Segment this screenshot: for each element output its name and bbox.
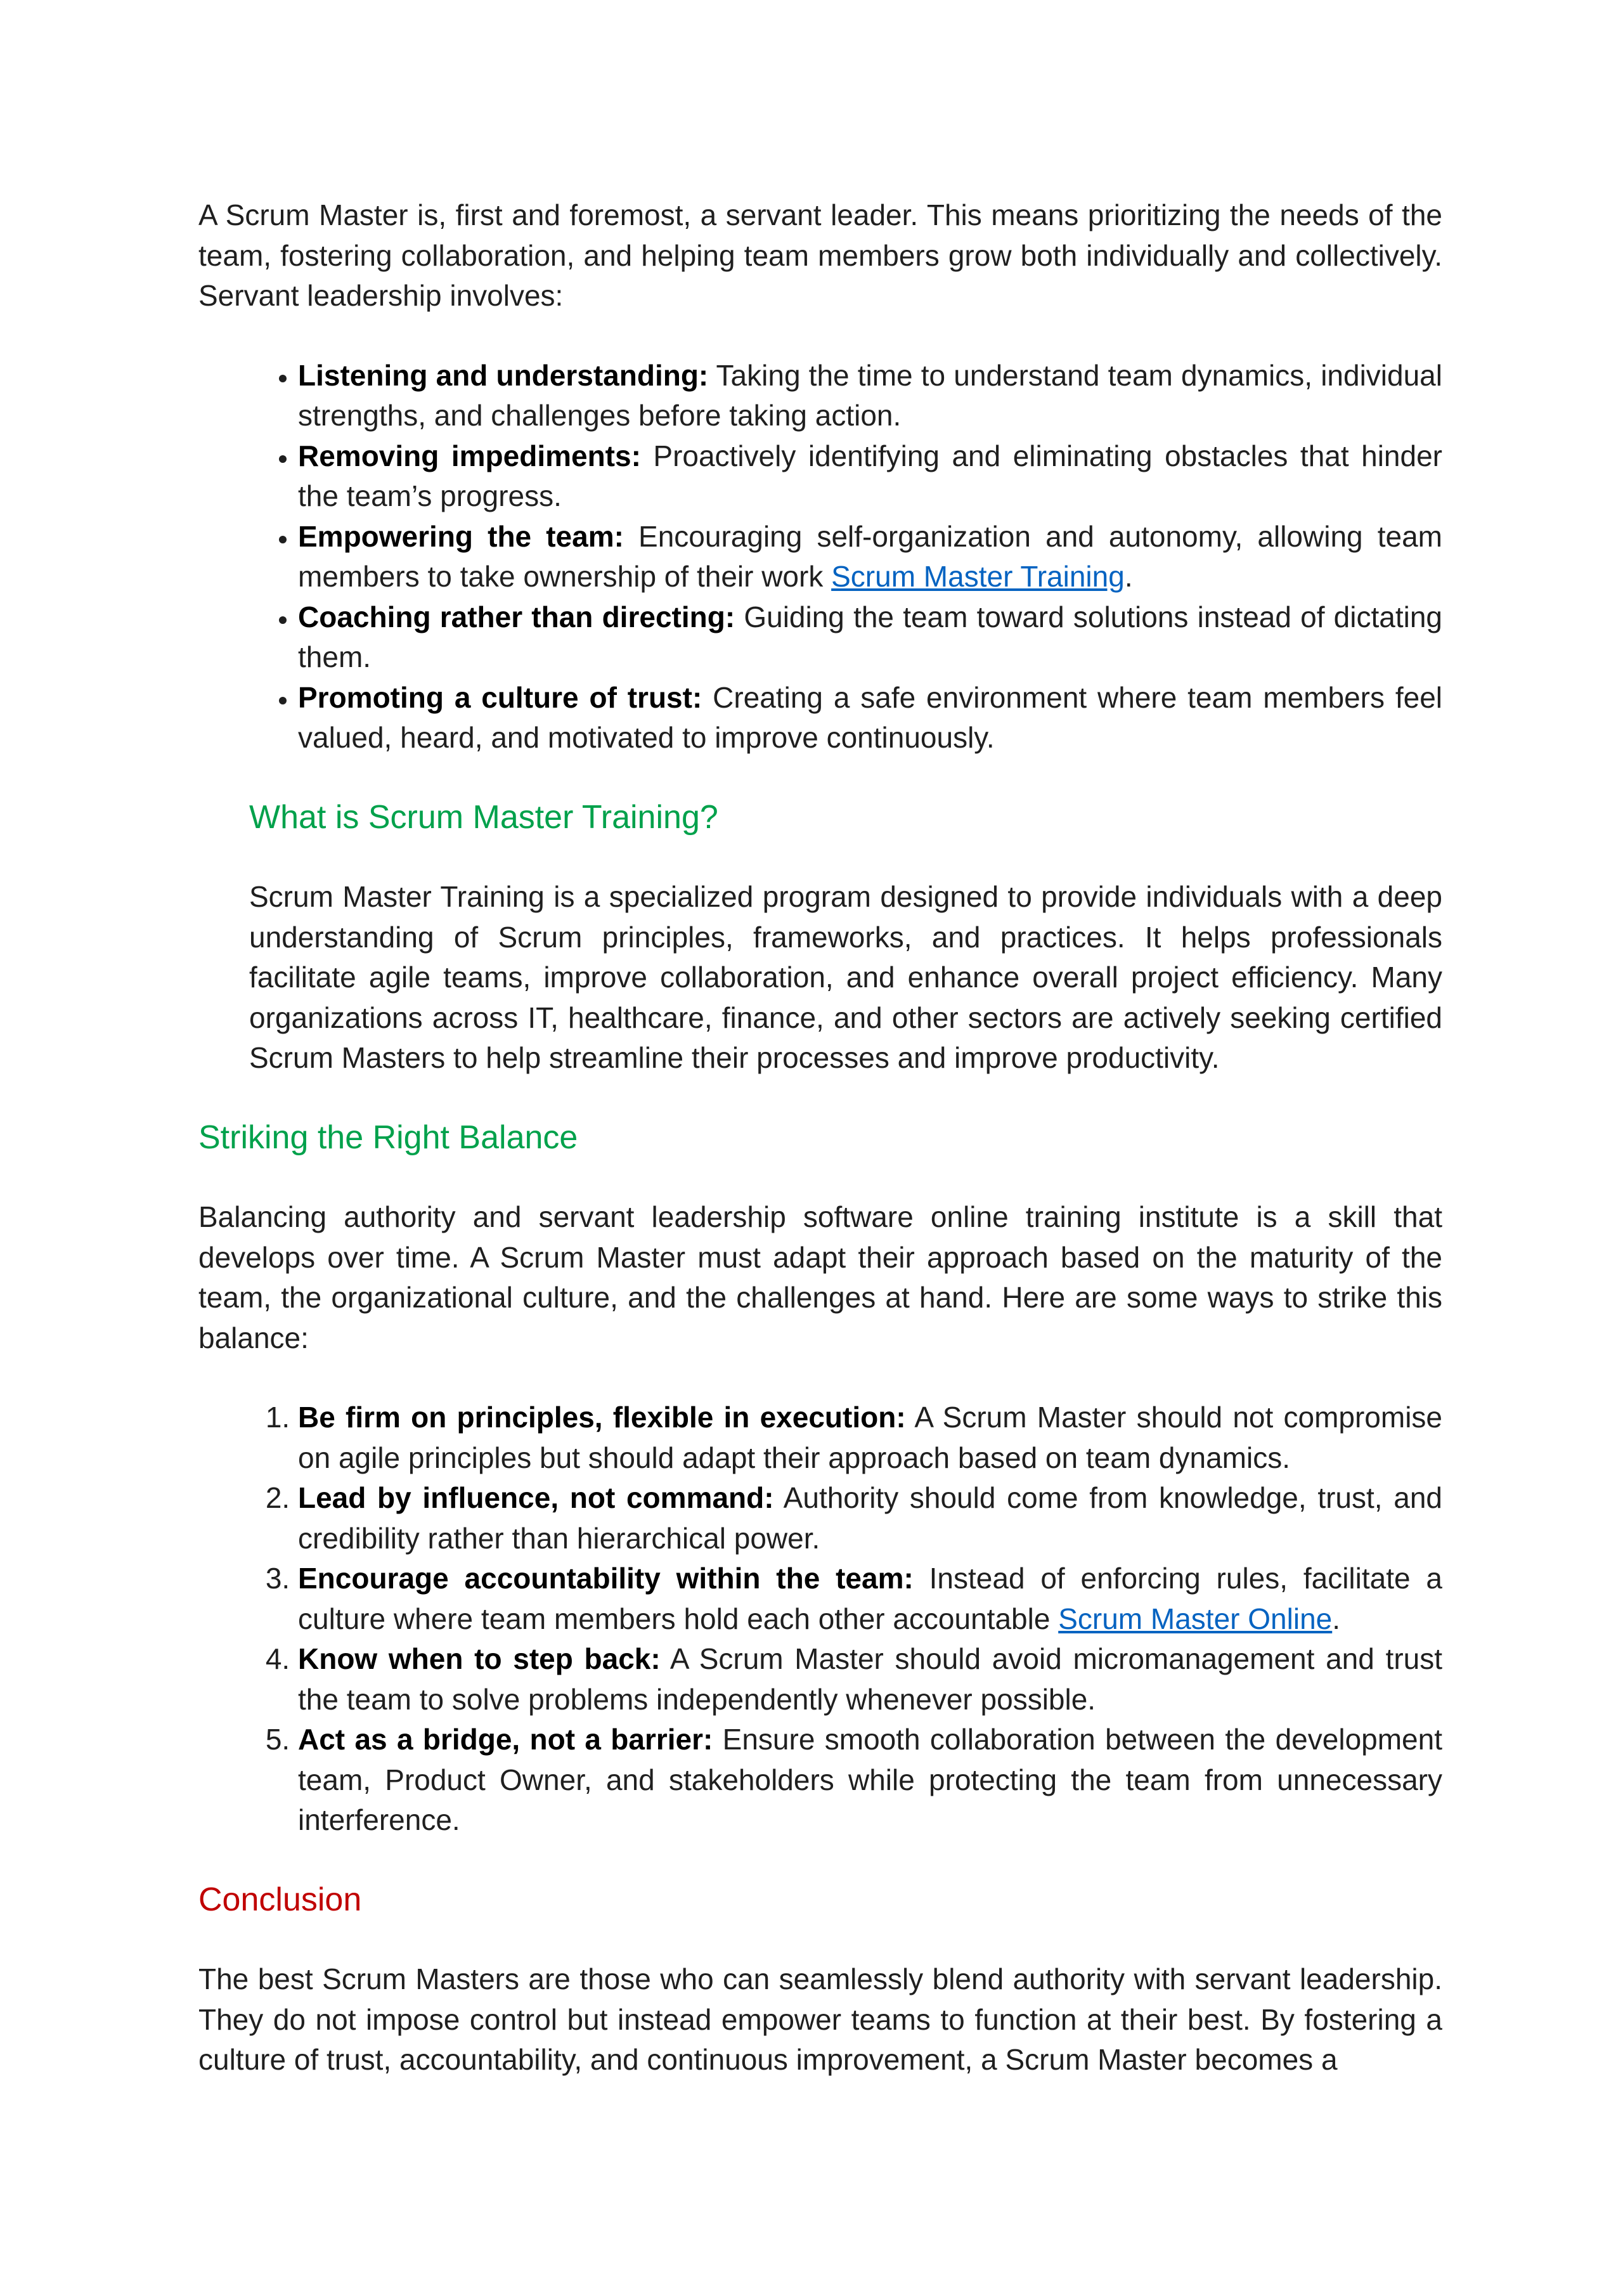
list-item-term: Promoting a culture of trust: — [298, 680, 702, 714]
training-heading: What is Scrum Master Training? — [249, 798, 718, 836]
numbered-item — [298, 1559, 1442, 1639]
numbered-item-punctuation: . — [1332, 1602, 1341, 1635]
list-item-term: Coaching rather than directing: — [298, 600, 735, 633]
conclusion-section — [198, 1880, 1442, 2080]
list-item-text: Creating a safe environment where team members feel valued, heard, and motivated to improve continuously. — [298, 680, 1442, 754]
numbered-item-term: Encourage accountability within the team: — [298, 1562, 914, 1595]
numbered-item-text: Ensure smooth collaboration between the development team, Product Owner, and stakeholders while protecting the team from unnecessary interference. — [298, 1723, 1442, 1836]
numbered-item-text: A Scrum Master should not compromise on agile principles but should adapt their approach based on team dynamics. — [298, 1401, 1442, 1474]
list-item-term: Empowering the team: — [298, 519, 624, 553]
balance-heading: Striking the Right Balance — [198, 1119, 578, 1156]
numbered-item-text: Instead of enforcing rules, facilitate a culture where team members hold each other accountable — [298, 1562, 1442, 1635]
numbered-item-text: A Scrum Master should avoid micromanagement and trust the team to solve problems independently whenever possible. — [298, 1642, 1442, 1716]
numbered-item-text: Authority should come from knowledge, trust, and credibility rather than hierarchical power. — [298, 1481, 1442, 1555]
scrum-master-online-link[interactable]: Scrum Master Online — [1058, 1602, 1333, 1635]
numbered-item-term: Act as a bridge, not a barrier: — [298, 1723, 713, 1756]
training-paragraph: Scrum Master Training is a specialized program designed to provide individuals with a deep understanding of Scrum principles, frameworks, and practices. It helps professionals facilitate agile teams, improve collaboration, and enhance overall project efficiency. Many organizations across IT, healthcare, finance, and other sectors are actively seeking certified Scrum Masters to help streamline their processes and improve productivity. — [249, 880, 1442, 1074]
numbered-item-term: Know when to step back: — [298, 1642, 661, 1675]
numbered-item — [298, 1398, 1442, 1478]
list-item-text: Proactively identifying and eliminating obstacles that hinder the team’s progress. — [298, 439, 1442, 512]
list-item-punctuation: . — [1124, 560, 1133, 593]
numbered-item-term: Lead by influence, not command: — [298, 1481, 774, 1514]
servant-leadership-list — [198, 356, 1442, 758]
conclusion-paragraph: The best Scrum Masters are those who can seamlessly blend authority with servant leadership. They do not impose control but instead empower teams to function at their best. By fostering a culture of trust, accountability, and continuous improvement, a Scrum Master becomes a — [198, 1962, 1442, 2076]
list-item-term: Removing impediments: — [298, 439, 641, 472]
balance-paragraph: Balancing authority and servant leadership software online training institute is a skill that develops over time. A Scrum Master must adapt their approach based on the maturity of the team, the organizational culture, and the challenges at hand. Here are some ways to strike this balance: — [198, 1200, 1442, 1354]
document-body — [198, 195, 1442, 2080]
balance-steps-list — [198, 1398, 1442, 1841]
numbered-item-term: Be firm on principles, flexible in execution: — [298, 1401, 906, 1434]
list-item — [298, 436, 1442, 517]
list-item-text: Taking the time to understand team dynamics, individual strengths, and challenges before taking action. — [298, 358, 1442, 432]
list-item — [298, 517, 1442, 597]
balance-section — [198, 1118, 1442, 1359]
conclusion-heading: Conclusion — [198, 1881, 362, 1918]
scrum-master-training-link[interactable]: Scrum Master Training — [831, 560, 1125, 593]
intro-paragraph: A Scrum Master is, first and foremost, a servant leader. This means prioritizing the needs of the team, fostering collaboration, and helping team members grow both individually and collectively. Servant leadership involves: — [198, 198, 1442, 312]
numbered-item — [298, 1639, 1442, 1720]
training-section — [198, 798, 1442, 1079]
list-item — [298, 597, 1442, 678]
list-item — [298, 678, 1442, 758]
list-item — [298, 356, 1442, 436]
list-item-text: Guiding the team toward solutions instead of dictating them. — [298, 600, 1443, 673]
numbered-item — [298, 1720, 1442, 1841]
numbered-item — [298, 1478, 1442, 1559]
list-item-term: Listening and understanding: — [298, 358, 709, 392]
list-item-text: Encouraging self-organization and autonomy, allowing team members to take ownership of their work — [298, 519, 1442, 593]
